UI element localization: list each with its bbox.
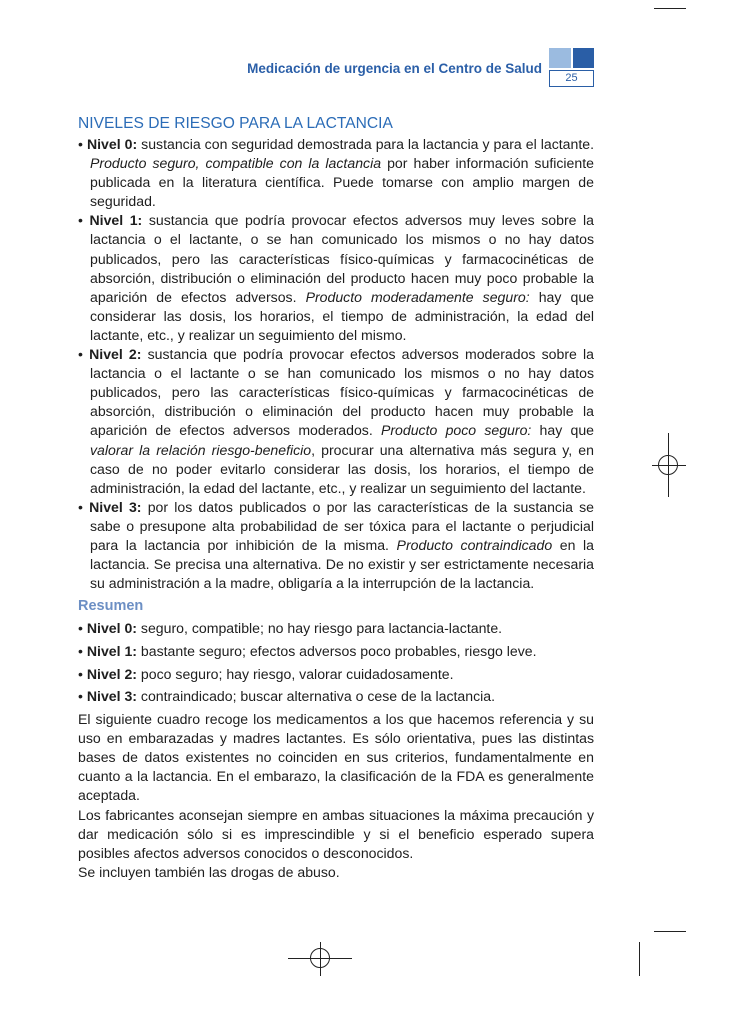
summary-item: • Nivel 1: bastante seguro; efectos adversos poco probables, riesgo leve.: [78, 643, 537, 660]
risk-level-label: Nivel 2:: [89, 346, 142, 363]
risk-level-item: • Nivel 1: sustancia que podría provocar efectos adversos muy leves sobre la lactancia o el lactante, o se han comunicado los mismos o no hay datos publicados, pero las características físico-químicas y farmacocinéticas de absorción, distribución o eliminación del producto hacen muy poco probable la aparición de efectos adversos. Producto moderadamente seguro: hay que considerar las dosis, los horarios, el tiempo de administración, la edad del lactante, etc., y realizar un seguimiento del mismo.: [78, 212, 594, 343]
body-paragraph: Se incluyen también las drogas de abuso.: [78, 863, 340, 880]
crop-mark-bottom-right-h: [654, 931, 686, 932]
header-square-dark: [573, 48, 594, 68]
registration-line-right-bottom: [668, 481, 669, 497]
risk-level-item: • Nivel 2: sustancia que podría provocar efectos adversos moderados sobre la lactancia o el lactante o se han comunicado los mismos o no hay datos publicados, pero las características físico-químicas y farmacocinéticas de absorción, distribución o eliminación del producto hacen muy probable la aparición de efectos adversos moderados. Producto poco seguro: hay que valorar la relación riesgo-beneficio, procurar una alternativa más segura y, en caso de no poder evitarlo considerar las dosis, los horarios, el tiempo de administración, la edad del lactante, etc., y realizar un seguimiento del lactante.: [78, 346, 594, 496]
header-square-light: [549, 48, 571, 68]
risk-level-label: Nivel 1:: [89, 212, 143, 229]
registration-line-bottom-right: [336, 958, 352, 959]
risk-level-label: Nivel 3:: [89, 498, 142, 515]
risk-level-item: • Nivel 3: por los datos publicados o por las características de la sustancia se sabe o presupone alta probabilidad de ser tóxica para el lactante o perjudicial para la lactancia por inhibición de la misma. Producto contraindicado en la lactancia. Se precisa una alternativa. De no existir y ser estrictamente necesaria su administración a la madre, obligaría a la interrupción de la lactancia.: [78, 498, 594, 592]
registration-mark-bottom: [304, 942, 338, 976]
section-title: NIVELES DE RIESGO PARA LA LACTANCIA: [78, 115, 393, 132]
crop-mark-bottom-right-v: [639, 942, 640, 976]
running-header-title: Medicación de urgencia en el Centro de Salud: [247, 61, 542, 76]
summary-item: • Nivel 2: poco seguro; hay riesgo, valorar cuidadosamente.: [78, 665, 454, 682]
risk-level-item: • Nivel 0: sustancia con seguridad demostrada para la lactancia y para el lactante. Producto seguro, compatible con la lactancia por haber información suficiente publicada en la literatura científica. Puede tomarse con amplio margen de seguridad.: [78, 136, 594, 210]
summary-item: • Nivel 3: contraindicado; buscar alternativa o cese de la lactancia.: [78, 688, 496, 705]
body-paragraph: Los fabricantes aconsejan siempre en ambas situaciones la máxima precaución y dar medicación sólo si es imprescindible y si el beneficio esperado supera posibles afectos adversos conocidos o desconocidos.: [78, 806, 594, 861]
body-paragraph: El siguiente cuadro recoge los medicamentos a los que hacemos referencia y su uso en embarazadas y madres lactantes. Es sólo orientativa, pues las distintas bases de datos existentes no coinciden en sus criterios, fundamentalmente en cuanto a la lactancia. En el embarazo, la clasificación de la FDA es generalmente aceptada.: [78, 711, 594, 804]
registration-line-bottom-left: [288, 958, 306, 959]
crop-mark-top-right: [654, 8, 686, 9]
summary-item: • Nivel 0: seguro, compatible; no hay riesgo para lactancia-lactante.: [78, 620, 503, 637]
registration-mark-right: [652, 449, 686, 483]
risk-level-label: Nivel 0:: [86, 136, 138, 152]
page-body: [78, 114, 594, 882]
summary-title: Resumen: [78, 598, 144, 615]
page-number: 25: [549, 70, 594, 87]
registration-line-right-top: [668, 433, 669, 451]
